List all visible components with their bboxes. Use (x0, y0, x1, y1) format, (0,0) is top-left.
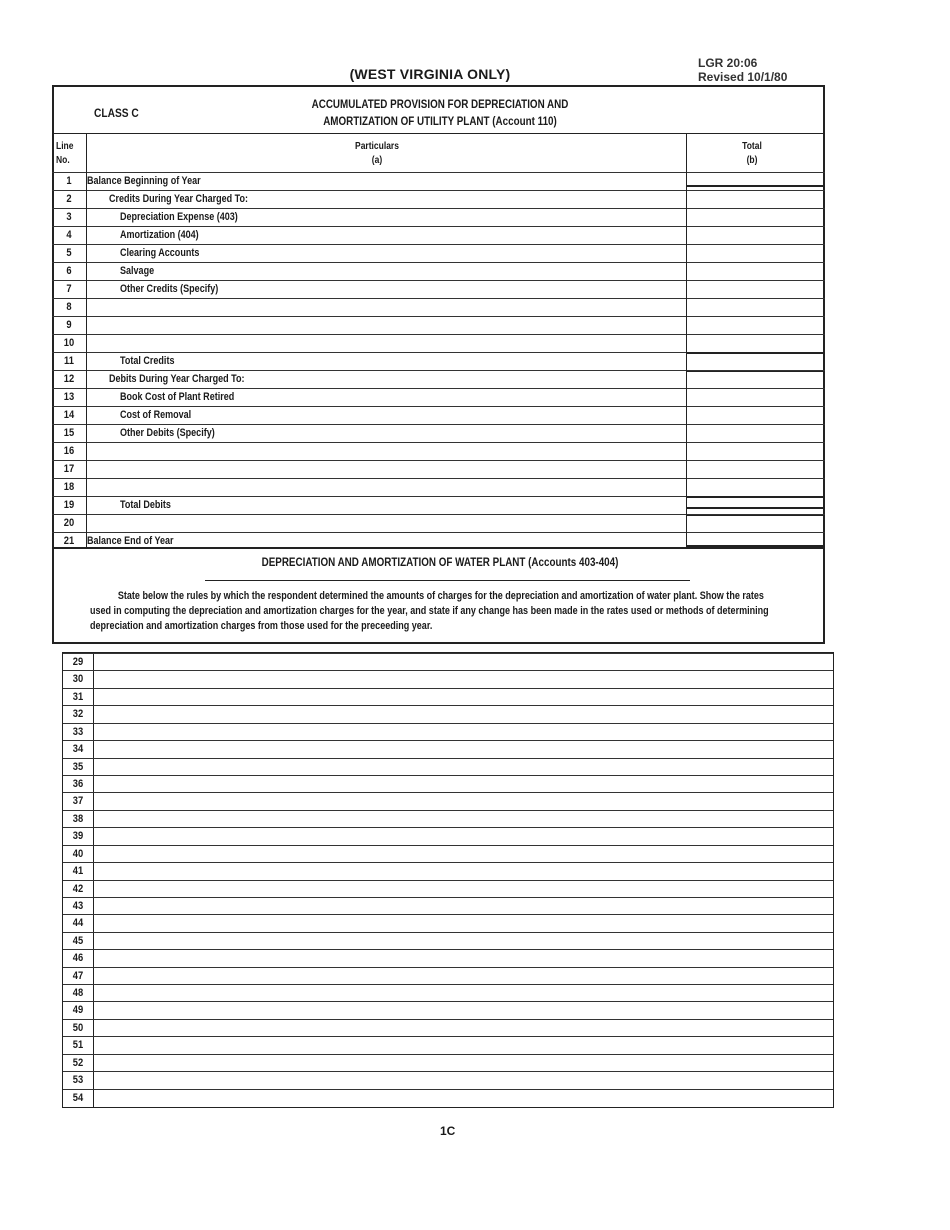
list-item[interactable] (63, 810, 833, 827)
line-number: 21 (63, 535, 75, 547)
line-number: 31 (72, 690, 84, 703)
line-number: 1 (66, 175, 72, 187)
column-total-label: Total (742, 141, 762, 152)
line-number: 15 (63, 427, 75, 439)
line-number: 13 (63, 391, 75, 403)
table-row (52, 460, 825, 478)
instruction-line-3: depreciation and amortization charges from those used for the preceeding year. (90, 620, 433, 632)
schedule-title (268, 96, 612, 130)
column-total (710, 140, 795, 168)
column-header-row (52, 134, 825, 172)
table-row (52, 406, 825, 424)
list-item[interactable] (63, 775, 833, 792)
table-row (52, 424, 825, 442)
total-column-divider (686, 134, 687, 549)
line-number: 29 (72, 656, 84, 668)
row-label: Total Debits (120, 499, 171, 511)
total-cell[interactable] (686, 263, 825, 280)
line-number: 53 (72, 1074, 84, 1087)
list-item[interactable] (63, 1054, 833, 1071)
total-cell[interactable] (686, 461, 825, 478)
form-identifier (698, 56, 787, 84)
row-label: Total Credits (120, 355, 175, 367)
line-number: 32 (72, 708, 84, 721)
line-number: 6 (66, 265, 72, 277)
list-item[interactable] (63, 1089, 833, 1106)
line-number: 34 (72, 743, 84, 756)
line-number: 49 (72, 1004, 84, 1017)
line-number: 12 (63, 373, 75, 385)
list-item[interactable] (63, 827, 833, 844)
column-line-no-sub: No. (56, 155, 70, 166)
table-row (52, 298, 825, 316)
table-row (52, 370, 825, 388)
schedule2-right-border (823, 549, 825, 642)
total-cell[interactable] (686, 299, 825, 316)
line-number: 38 (72, 812, 84, 825)
table-row (52, 172, 825, 190)
line-number: 3 (66, 211, 72, 223)
total-cell[interactable] (686, 173, 825, 190)
line-number: 5 (66, 247, 72, 259)
table-row (52, 334, 825, 352)
table-row (52, 244, 825, 262)
column-line-no-label: Line (56, 141, 74, 152)
balance-beginning-rule (686, 185, 825, 187)
page-number: 1C (440, 1124, 456, 1138)
line-number: 2 (66, 193, 72, 205)
total-emphasis-box (686, 352, 825, 372)
form-code: LGR 20:06 (698, 56, 758, 70)
line-number: 45 (72, 934, 84, 947)
line-number: 39 (72, 830, 84, 843)
row-label: Credits During Year Charged To: (109, 193, 249, 205)
list-item[interactable] (63, 740, 833, 757)
column-particulars-sub: (a) (371, 155, 383, 166)
total-cell[interactable] (686, 443, 825, 460)
class-label: CLASS C (94, 106, 139, 120)
list-item[interactable] (63, 688, 833, 705)
row-label: Balance End of Year (87, 535, 174, 547)
line-number: 10 (63, 337, 75, 349)
total-cell[interactable] (686, 335, 825, 352)
total-cell[interactable] (686, 425, 825, 442)
list-item[interactable] (63, 723, 833, 740)
total-cell[interactable] (686, 227, 825, 244)
table-row (52, 316, 825, 334)
line-number: 9 (66, 319, 72, 331)
total-cell[interactable] (686, 245, 825, 262)
total-cell[interactable] (686, 209, 825, 226)
instruction-line-1: State below the rules by which the respondent determined the amounts of charges for the depreciation and amortization of water plant. Show the rates (117, 590, 764, 602)
instruction-line-2: used in computing the depreciation and amortization charges for the year, and state if any change has been made in the rates used or methods of determining (90, 605, 769, 617)
list-item[interactable] (63, 967, 833, 984)
column-total-sub: (b) (746, 155, 758, 166)
total-cell[interactable] (686, 317, 825, 334)
table-row (52, 262, 825, 280)
schedule2-title-rule (205, 580, 690, 581)
line-number: 50 (72, 1021, 84, 1034)
row-label: Other Debits (Specify) (120, 427, 215, 439)
row-label: Clearing Accounts (120, 247, 200, 259)
schedule-title-line1: ACCUMULATED PROVISION FOR DEPRECIATION AND (311, 97, 569, 111)
total-cell[interactable] (686, 389, 825, 406)
list-item[interactable] (63, 1071, 833, 1088)
column-particulars-label: Particulars (355, 141, 399, 152)
list-item[interactable] (63, 1001, 833, 1018)
line-number: 46 (72, 952, 84, 965)
row-label: Debits During Year Charged To: (109, 373, 245, 385)
list-item[interactable] (63, 758, 833, 775)
line-number: 37 (72, 795, 84, 808)
list-item[interactable] (63, 862, 833, 879)
row-label: Book Cost of Plant Retired (120, 391, 235, 403)
row-label: Cost of Removal (120, 409, 192, 421)
line-number: 40 (72, 847, 84, 860)
list-item[interactable] (63, 932, 833, 949)
line-number: 17 (63, 463, 75, 475)
list-item[interactable] (63, 792, 833, 809)
table-row (52, 280, 825, 298)
line-number: 43 (72, 899, 84, 912)
line-number: 54 (72, 1091, 84, 1104)
total-cell[interactable] (686, 191, 825, 208)
line-number: 44 (72, 917, 84, 930)
line-number: 51 (72, 1039, 84, 1052)
row-label: Depreciation Expense (403) (120, 211, 238, 223)
line-number: 30 (72, 673, 84, 686)
schedule2-title: DEPRECIATION AND AMORTIZATION OF WATER PLANT (Accounts 403-404) (261, 555, 619, 569)
table-row (52, 442, 825, 460)
table-row (52, 190, 825, 208)
state-note: (WEST VIRGINIA ONLY) (349, 66, 511, 82)
schedule2-left-border (52, 549, 54, 642)
line-number: 35 (72, 760, 84, 773)
total-cell[interactable] (686, 281, 825, 298)
line-number: 48 (72, 987, 84, 1000)
row-label: Balance Beginning of Year (87, 175, 201, 187)
line-number: 4 (66, 229, 72, 241)
line-no-column-divider (86, 134, 87, 549)
line-number: 47 (72, 969, 84, 982)
column-line-no (56, 140, 73, 168)
list-item[interactable] (63, 845, 833, 862)
schedule-title-line2: AMORTIZATION OF UTILITY PLANT (Account 110) (323, 114, 557, 128)
line-number: 16 (63, 445, 75, 457)
list-item[interactable] (63, 914, 833, 931)
line-number: 11 (64, 355, 74, 367)
schedule2-box-bottom (52, 642, 825, 644)
line-number: 42 (72, 882, 84, 895)
list-item[interactable] (63, 880, 833, 897)
list-item[interactable] (63, 949, 833, 966)
total-cell[interactable] (686, 407, 825, 424)
list-item[interactable] (63, 670, 833, 687)
table-row (52, 478, 825, 496)
schedule2-instructions (90, 589, 820, 634)
line-number: 8 (66, 301, 72, 313)
list-item[interactable] (63, 1019, 833, 1036)
row-label: Other Credits (Specify) (120, 283, 219, 295)
line-number: 20 (63, 517, 75, 529)
line-number: 18 (63, 481, 75, 493)
table-row (52, 208, 825, 226)
row-label: Salvage (120, 265, 155, 277)
line-number: 7 (66, 283, 72, 295)
row-label: Amortization (404) (120, 229, 199, 241)
column-particulars (309, 140, 445, 168)
list-item[interactable] (63, 984, 833, 1001)
table-row (52, 226, 825, 244)
revision-date: Revised 10/1/80 (698, 70, 788, 84)
line-number: 19 (63, 499, 75, 511)
line-number: 41 (72, 865, 84, 878)
line-number: 33 (72, 725, 84, 738)
total-cell[interactable] (686, 479, 825, 496)
list-item[interactable] (63, 897, 833, 914)
list-item[interactable] (63, 653, 833, 670)
schedule2-lines (62, 652, 834, 1108)
line-number: 36 (72, 777, 84, 790)
balance-end-box (686, 507, 825, 547)
list-item[interactable] (63, 705, 833, 722)
total-cell[interactable] (686, 371, 825, 388)
list-item[interactable] (63, 1036, 833, 1053)
table-row (52, 388, 825, 406)
line-number: 14 (63, 409, 75, 421)
line-number: 52 (72, 1056, 84, 1069)
